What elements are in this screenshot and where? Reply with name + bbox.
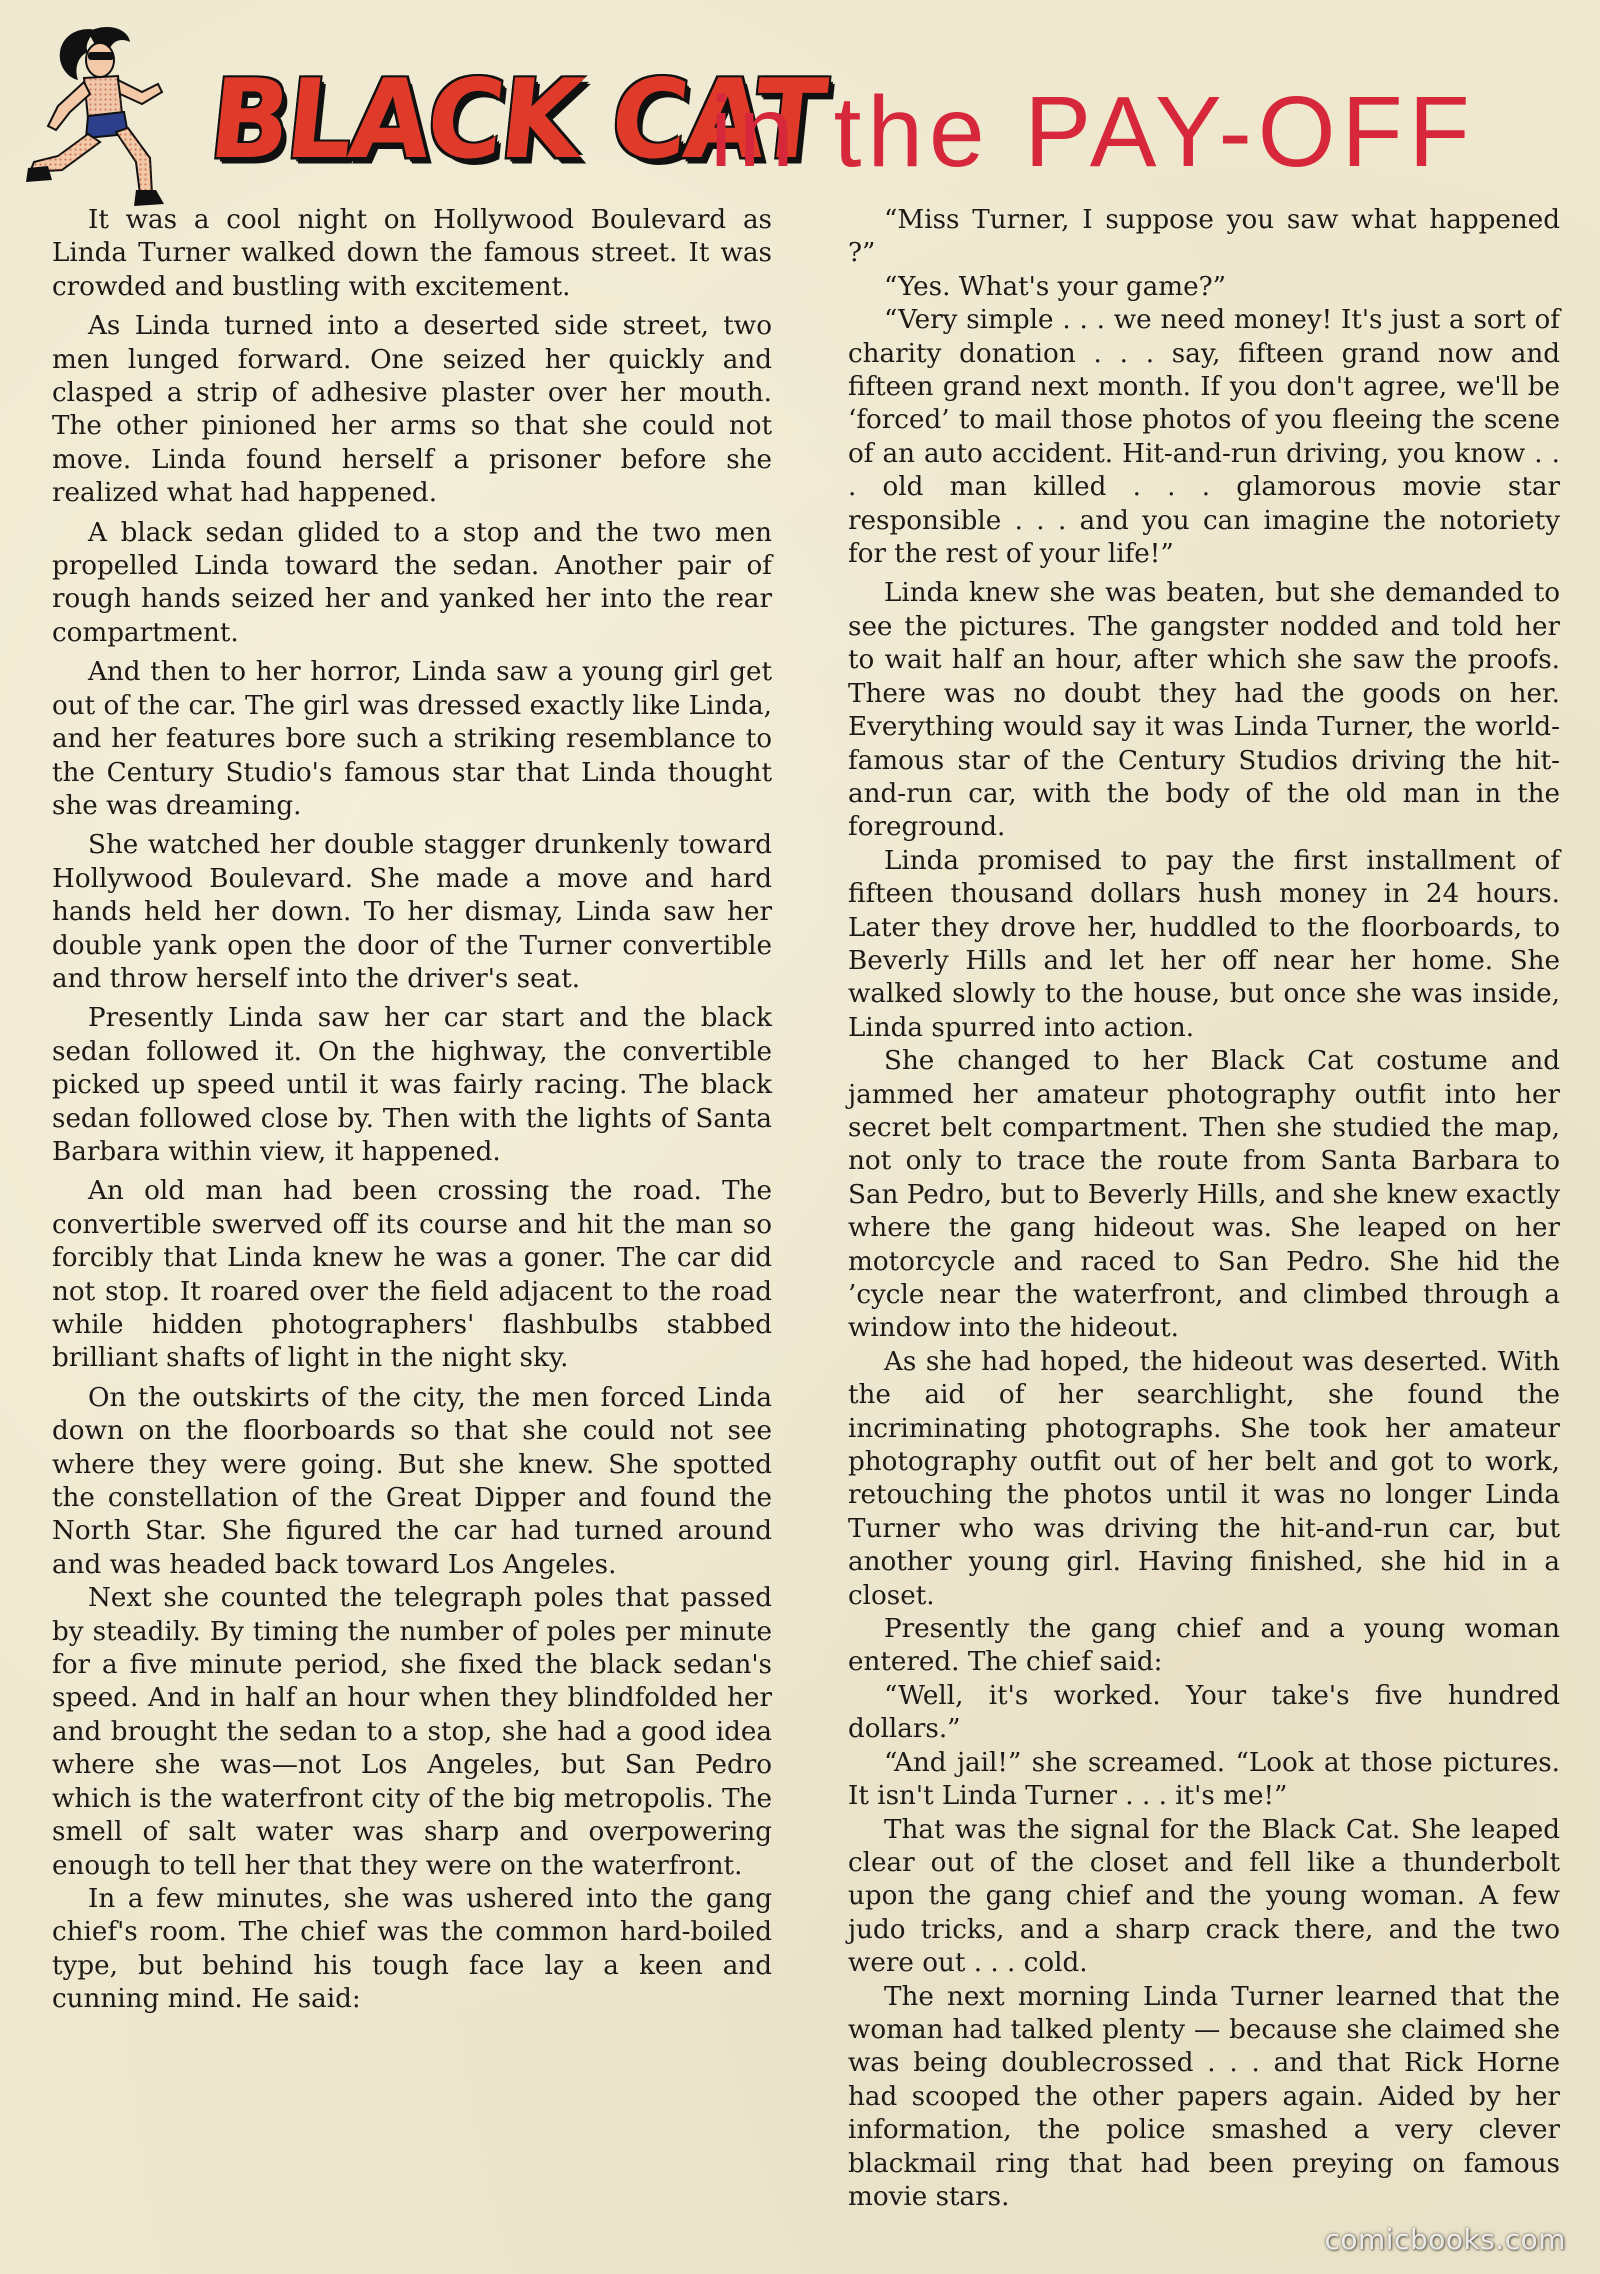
paragraph: “And jail!” she screamed. “Look at those pictures. It isn't Linda Turner . . . it's me!” (848, 1747, 1560, 1812)
paragraph: On the outskirts of the city, the men forced Linda down on the floorboards so that she could not see where they were going. But she knew. She spotted the constellation of the Great Dipper and found the North Star. She figured the car had turned around and was headed back toward Los Angeles. (52, 1382, 772, 1580)
paragraph: “Well, it's worked. Your take's five hundred dollars.” (848, 1680, 1560, 1745)
black-cat-running-figure-illustration (18, 22, 198, 212)
paragraph: That was the signal for the Black Cat. She leaped clear out of the closet and fell like a thunderbolt upon the gang chief and the young woman. A few judo tricks, and a sharp crack there, and the two were out . . . cold. (848, 1814, 1560, 1979)
paragraph: “Yes. What's your game?” (884, 271, 1226, 302)
paragraph: In a few minutes, she was ushered into the gang chief's room. The chief was the common hard-boiled type, but behind his tough face lay a keen and cunning mind. He said: (52, 1883, 772, 2015)
paragraph: As Linda turned into a deserted side street, two men lunged forward. One seized her quickly and clasped a strip of adhesive plaster over her mouth. The other pinioned her arms so that she could not move. Linda found herself a prisoner before she realized what had happened. (52, 311, 772, 509)
story-title-logo: BLACK CAT (204, 55, 830, 184)
paragraph: As she had hoped, the hideout was deserted. With the aid of her searchlight, she found the incriminating photographs. She took her amateur photography outfit out of her belt and got to work, retouching the photos until it was no longer Linda Turner who was driving the hit-and-run car, but another young girl. Having finished, she hid in a closet. (848, 1346, 1560, 1611)
paragraph: Presently the gang chief and a young woman entered. The chief said: (848, 1614, 1560, 1678)
paragraph: Linda promised to pay the first installment of fifteen thousand dollars hush money in 24 hours. Later they drove her, huddled to the floorboards, to Beverly Hills and let her off near her home. She walked slowly to the house, but once she was inside, Linda spurred into action. (848, 845, 1560, 1043)
paragraph: And then to her horror, Linda saw a young girl get out of the car. The girl was dressed exactly like Linda, and her features bore such a striking resemblance to the Century Studio's famous star that Linda thought she was dreaming. (52, 657, 772, 821)
paragraph: She watched her double stagger drunkenly toward Hollywood Boulevard. She made a move and hard hands held her down. To her dismay, Linda saw her double yank open the door of the Turner convertible and throw herself into the driver's seat. (52, 830, 772, 994)
paragraph: The next morning Linda Turner learned that the woman had talked plenty — because she claimed she was being doublecrossed . . . and that Rick Horne had scooped the other papers again. Aided by her information, the police smashed a very clever blackmail ring that had been preying on famous movie stars. (848, 1981, 1560, 2212)
story-title: in the PAY-OFF (710, 76, 1476, 188)
paragraph: It was a cool night on Hollywood Boulevard as Linda Turner walked down the famous street. It was crowded and bustling with excitement. (52, 205, 772, 302)
paragraph: “Miss Turner, I suppose you saw what happened ?” (848, 205, 1560, 269)
site-watermark: comicbooks.com (1324, 2223, 1566, 2256)
story-header (0, 0, 1600, 215)
paragraph: Presently Linda saw her car start and the black sedan followed it. On the highway, the convertible picked up speed until it was fairly racing. The black sedan followed close by. Then with the lights of Santa Barbara within view, it happened. (52, 1003, 772, 1167)
paragraph: Next she counted the telegraph poles that passed by steadily. By timing the number of poles per minute for a five minute period, she fixed the black sedan's speed. And in half an hour when they blindfolded her and brought the sedan to a stop, she had a good idea where she was—not Los Angeles, but San Pedro which is the waterfront city of the big metropolis. The smell of salt water was sharp and overpowering enough to tell her that they were on the waterfront. (52, 1583, 772, 1881)
paragraph: A black sedan glided to a stop and the two men propelled Linda toward the sedan. Another pair of rough hands seized her and yanked her into the rear compartment. (52, 517, 772, 648)
paragraph: An old man had been crossing the road. The convertible swerved off its course and hit the man so forcibly that Linda knew he was a goner. The car did not stop. It roared over the field adjacent to the road while hidden photographers' flashbulbs stabbed brilliant shafts of light in the night sky. (52, 1176, 772, 1374)
right-text-column (848, 204, 1560, 2214)
paragraph: She changed to her Black Cat costume and jammed her amateur photography outfit into her secret belt compartment. Then she studied the map, not only to trace the route from Santa Barbara to San Pedro, but to Beverly Hills, and she knew exactly where the gang hideout was. She leaped on her motorcycle and raced to San Pedro. She hid the ’cycle near the waterfront, and climbed through a window into the hideout. (848, 1046, 1560, 1344)
paragraph: “Very simple . . . we need money! It's just a sort of charity donation . . . say, fifteen grand now and fifteen grand next month. If you don't agree, we'll be ‘forced’ to mail those photos of you fleeing the scene of an auto accident. Hit-and-run driving, you know . . . old man killed . . . glamorous movie star responsible . . . and you can imagine the notoriety for the rest of your life!” (848, 305, 1560, 570)
paragraph: Linda knew she was beaten, but she demanded to see the pictures. The gangster nodded and told her to wait half an hour, after which she saw the proofs. There was no doubt they had the goods on her. Everything would say it was Linda Turner, the world-famous star of the Century Studios driving the hit-and-run car, with the body of the old man in the foreground. (848, 578, 1560, 843)
left-text-column (52, 204, 772, 2017)
